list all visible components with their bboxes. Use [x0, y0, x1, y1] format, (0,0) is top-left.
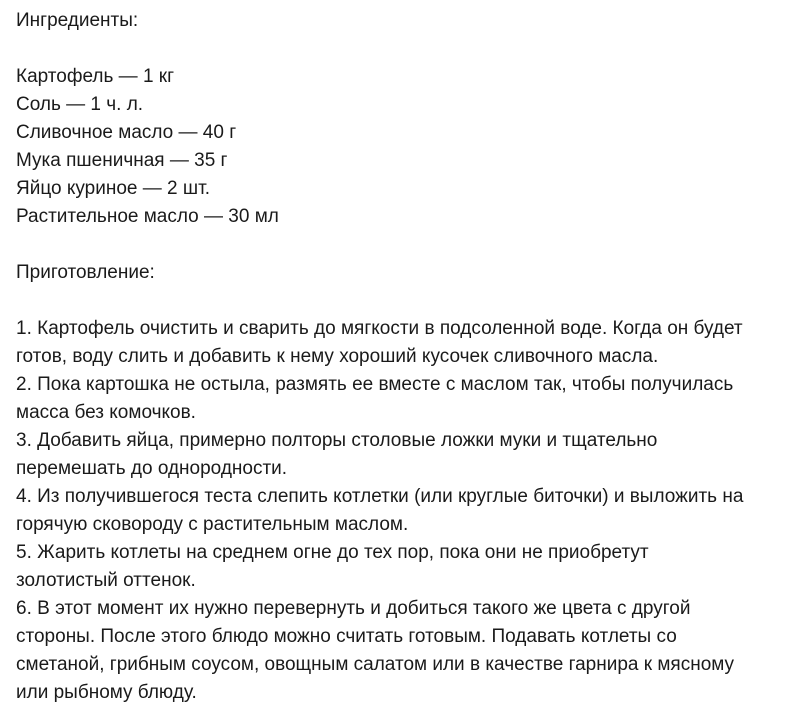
spacer	[16, 35, 786, 63]
preparation-line: 2. Пока картошка не остыла, размять ее вместе с маслом так, чтобы получилась	[16, 374, 734, 395]
recipe-document	[16, 7, 786, 707]
ingredient-item: Сливочное масло — 40 г	[16, 122, 237, 143]
ingredient-item: Мука пшеничная — 35 г	[16, 150, 228, 171]
preparation-heading: Приготовление:	[16, 262, 155, 283]
ingredient-item: Яйцо куриное — 2 шт.	[16, 178, 210, 199]
ingredient-item: Растительное масло — 30 мл	[16, 206, 279, 227]
preparation-line: 4. Из получившегося теста слепить котлетки (или круглые биточки) и выложить на	[16, 486, 744, 507]
preparation-line: 3. Добавить яйца, примерно полторы столовые ложки муки и тщательно	[16, 430, 658, 451]
preparation-line: или рыбному блюду.	[16, 682, 197, 703]
preparation-line: перемешать до однородности.	[16, 458, 288, 479]
preparation-line: 1. Картофель очистить и сварить до мягкости в подсоленной воде. Когда он будет	[16, 318, 743, 339]
spacer	[16, 287, 786, 315]
preparation-line: 6. В этот момент их нужно перевернуть и добиться такого же цвета с другой	[16, 598, 691, 619]
preparation-line: золотистый оттенок.	[16, 570, 196, 591]
spacer	[16, 231, 786, 259]
preparation-line: 5. Жарить котлеты на среднем огне до тех пор, пока они не приобретут	[16, 542, 649, 563]
preparation-line: сметаной, грибным соусом, овощным салатом или в качестве гарнира к мясному	[16, 654, 735, 675]
preparation-line: готов, воду слить и добавить к нему хороший кусочек сливочного масла.	[16, 346, 659, 367]
ingredient-item: Картофель — 1 кг	[16, 66, 175, 87]
ingredient-item: Соль — 1 ч. л.	[16, 94, 144, 115]
ingredients-heading: Ингредиенты:	[16, 10, 139, 31]
preparation-line: горячую сковороду с растительным маслом.	[16, 514, 409, 535]
preparation-line: стороны. После этого блюдо можно считать готовым. Подавать котлеты со	[16, 626, 677, 647]
preparation-line: масса без комочков.	[16, 402, 196, 423]
